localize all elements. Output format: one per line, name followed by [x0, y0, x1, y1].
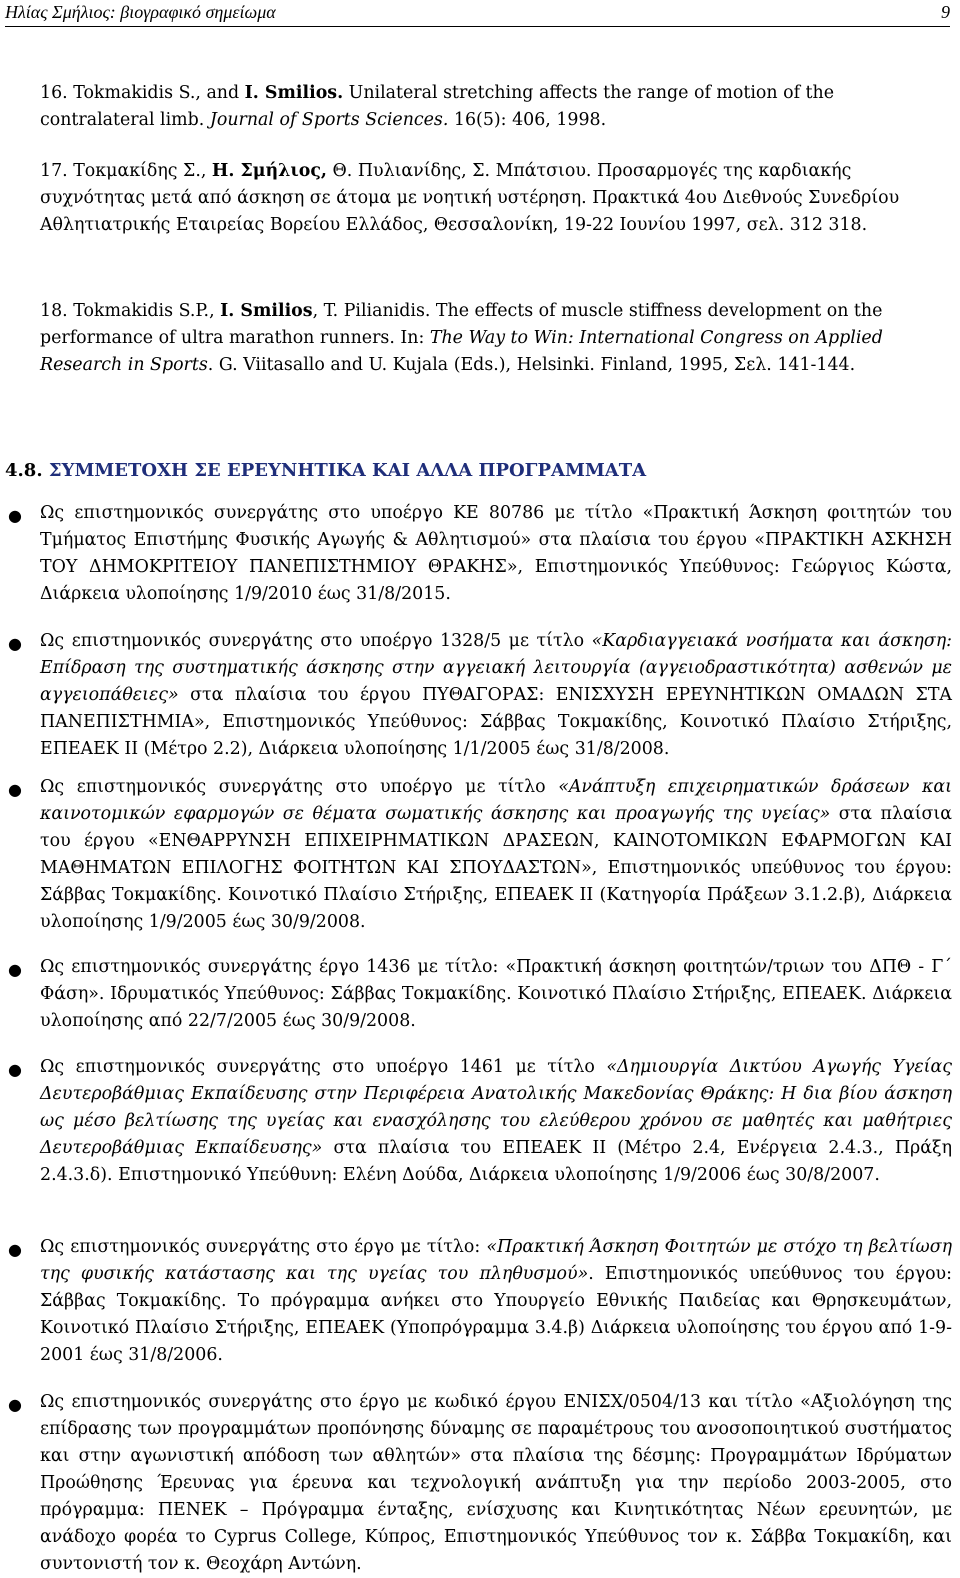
project-item: [40, 628, 952, 763]
project-text: Ως επιστημονικός συνεργάτης στο υποέργο 1328/5 με τίτλο: [40, 631, 592, 651]
ref-number: 16.: [40, 83, 68, 103]
ref-bold-author: I. Smilios.: [244, 83, 344, 103]
ref-bold-author: Η. Σμήλιος,: [211, 161, 327, 181]
project-item: [40, 500, 952, 608]
ref-authors: Tokmakidis S., and: [73, 83, 245, 103]
bullet-icon: ●: [8, 960, 22, 979]
page-number: 9: [941, 2, 950, 22]
section-title: ΣΥΜΜΕΤΟΧΗ ΣΕ ΕΡΕΥΝΗΤΙΚΑ ΚΑΙ ΑΛΛΑ ΠΡΟΓΡΑΜΜΑΤΑ: [48, 460, 647, 481]
ref-journal: Journal of Sports Sciences.: [209, 110, 449, 130]
ref-number: 17.: [40, 161, 68, 181]
project-item: [40, 774, 952, 936]
section-heading: [5, 460, 646, 481]
ref-authors: Tokmakidis S.P.,: [73, 301, 221, 321]
ref-text: , T. Pilianidis. The effects of muscle stiffness development on the performance of ultra marathon runners. In:: [40, 301, 883, 348]
project-title: «Ανάπτυξη επιχειρηματικών δράσεων και καινοτομικών εφαρμογών σε θέματα σωματικής άσκησης και προαγωγής της υγείας»: [40, 777, 952, 824]
ref-tail: 16(5): 406, 1998.: [448, 110, 607, 130]
page-header: [5, 2, 950, 27]
project-text: Ως επιστημονικός συνεργάτης στο υποέργο με τίτλο: [40, 777, 559, 797]
project-item: [40, 1234, 952, 1369]
project-title: «Δημιουργία Δικτύου Αγωγής Υγείας Δευτεροβάθμιας Εκπαίδευσης στην Περιφέρεια Ανατολικής Μακεδονίας Θράκης: Η δια βίου άσκηση ως μέσο βελτίωσης της υγείας και ενασχόλησης του ελεύθερου χρόνου σε μαθητές και μαθήτριες Δευτεροβάθμιας Εκπαίδευσης»: [40, 1057, 952, 1158]
project-title: «Καρδιαγγειακά νοσήματα και άσκηση: Επίδραση της συστηματικής άσκησης στην αγγειακή λειτουργία (αγγειοδραστικότητα) ασθενών με αγγειοπάθειες»: [40, 631, 952, 705]
project-text: Ως επιστημονικός συνεργάτης στο υποέργο ΚΕ 80786 με τίτλο «Πρακτική Άσκηση φοιτητών του Τμήματος Επιστήμης Φυσικής Αγωγής & Αθλητισμού» στα πλαίσια του έργου «ΠΡΑΚΤΙΚΗ ΑΣΚΗΣΗ ΤΟΥ ΔΗΜΟΚΡΙΤΕΙΟΥ ΠΑΝΕΠΙΣΤΗΜΙΟΥ ΘΡΑΚΗΣ», Επιστημονικός Υπεύθυνος: Γεώργιος Κώστα, Διάρκεια υλοποίησης 1/9/2010 έως 31/8/2015.: [40, 503, 952, 604]
bullet-icon: ●: [8, 1240, 22, 1259]
bullet-icon: ●: [8, 780, 22, 799]
project-details: στα πλαίσια του έργου ΠΥΘΑΓΟΡΑΣ: ΕΝΙΣΧΥΣΗ ΕΡΕΥΝΗΤΙΚΩΝ ΟΜΑΔΩΝ ΣΤΑ ΠΑΝΕΠΙΣΤΗΜΙΑ», Επιστημονικός Υπεύθυνος: Σάββας Τοκμακίδης, Κοινοτικό Πλαίσιο Στήριξης, ΕΠΕΑΕΚ ΙΙ (Μέτρο 2.2), Διάρκεια υλοποίησης 1/1/2005 έως 31/8/2008.: [40, 685, 952, 759]
bullet-icon: ●: [8, 506, 22, 525]
project-text: Ως επιστημονικός συνεργάτης στο έργο με τίτλο:: [40, 1237, 487, 1257]
project-details: . Επιστημονικός υπεύθυνος του έργου: Σάββας Τοκμακίδης. Το πρόγραμμα ανήκει στο Υπουργείο Εθνικής Παιδείας και Θρησκευμάτων, Κοινοτικό Πλαίσιο Στήριξης, ΕΠΕΑΕΚ (Υποπρόγραμμα 3.4.β) Διάρκεια υλοποίησης του έργου από 1-9-2001 έως 31/8/2006.: [40, 1264, 952, 1365]
project-item: [40, 1054, 952, 1189]
project-item: [40, 954, 952, 1035]
ref-text: Θ. Πυλιανίδης, Σ. Μπάτσιου. Προσαρμογές της καρδιακής συχνότητας μετά από άσκηση σε άτομα με νοητική υστέρηση. Πρακτικά 4ου Διεθνούς Συνεδρίου Αθλητιατρικής Εταιρείας Βορείου Ελλάδος, Θεσσαλονίκη, 19-22 Ιουνίου 1997, σελ. 312 318.: [40, 161, 900, 235]
ref-bold-author: I. Smilios: [220, 301, 313, 321]
ref-authors: Τοκμακίδης Σ.,: [73, 161, 212, 181]
ref-journal: The Way to Win: International Congress on Applied Research in Sports: [40, 328, 883, 375]
bullet-icon: ●: [8, 1060, 22, 1079]
project-title: «Πρακτική Άσκηση Φοιτητών με στόχο τη βελτίωση της φυσικής κατάστασης και της υγείας του πληθυσμού»: [40, 1237, 953, 1284]
reference-17: [40, 158, 952, 239]
project-details: στα πλαίσια του έργου «ΕΝΘΑΡΡΥΝΣΗ ΕΠΙΧΕΙΡΗΜΑΤΙΚΩΝ ΔΡΑΣΕΩΝ, ΚΑΙΝΟΤΟΜΙΚΩΝ ΕΦΑΡΜΟΓΩΝ ΚΑΙ ΜΑΘΗΜΑΤΩΝ ΕΠΙΛΟΓΗΣ ΦΟΙΤΗΤΩΝ ΚΑΙ ΣΠΟΥΔΑΣΤΩΝ», Επιστημονικός υπεύθυνος του έργου: Σάββας Τοκμακίδης. Κοινοτικό Πλαίσιο Στήριξης, ΕΠΕΑΕΚ ΙΙ (Κατηγορία Πράξεων 3.1.2.β), Διάρκεια υλοποίησης 1/9/2005 έως 30/9/2008.: [40, 804, 952, 932]
project-text: Ως επιστημονικός συνεργάτης έργο 1436 με τίτλο: «Πρακτική άσκηση φοιτητών/τριων του ΔΠΘ - Γ΄ Φάση». Ιδρυματικός Υπεύθυνος: Σάββας Τοκμακίδης. Κοινοτικό Πλαίσιο Στήριξης, ΕΠΕΑΕΚ. Διάρκεια υλοποίησης από 22/7/2005 έως 30/9/2008.: [40, 957, 952, 1031]
ref-number: 18.: [40, 301, 68, 321]
reference-18: [40, 298, 952, 379]
project-text: Ως επιστημονικός συνεργάτης στο έργο με κωδικό έργου ΕΝΙΣΧ/0504/13 και τίτλο «Αξιολόγηση της επίδρασης των προγραμμάτων προπόνησης δύναμης σε παραμέτρους του ανοσοποιητικού συστήματος και στην αγωνιστική απόδοση των αθλητών» στα πλαίσια της δέσμης: Προγραμμάτων Ιδρύματων Προώθησης Έρευνας για έρευνα και τεχνολογική ανάπτυξη για την περίοδο 2003-2005, στο πρόγραμμα: ΠΕΝΕΚ – Πρόγραμμα ένταξης, ενίσχυσης και Κινητικότητας Νέων ερευνητών, με ανάδοχο φορέα το Cyprus College, Κύπρος, Επιστημονικός Υπεύθυνος τον κ. Σάββα Τοκμακίδη, και συντονιστή τον κ. Θεοχάρη Αντώνη.: [40, 1392, 952, 1574]
project-text: Ως επιστημονικός συνεργάτης στο υποέργο 1461 με τίτλο: [40, 1057, 607, 1077]
section-number: 4.8.: [5, 460, 43, 481]
ref-tail: . G. Viitasallo and U. Kujala (Eds.), Helsinki. Finland, 1995, Σελ. 141-144.: [207, 355, 856, 375]
ref-text: Unilateral stretching affects the range of motion of the contralateral limb.: [40, 83, 835, 130]
reference-16: [40, 80, 952, 134]
running-title: Ηλίας Σμήλιος: βιογραφικό σημείωμα: [5, 2, 276, 22]
project-details: στα πλαίσια του ΕΠΕΑΕΚ ΙΙ (Μέτρο 2.4, Ενέργεια 2.4.3., Πράξη 2.4.3.δ). Επιστημονικό Υπεύθυνη: Ελένη Δούδα, Διάρκεια υλοποίησης 1/9/2006 έως 30/8/2007.: [40, 1138, 953, 1185]
project-item: [40, 1389, 952, 1578]
bullet-icon: ●: [8, 634, 22, 653]
bullet-icon: ●: [8, 1395, 22, 1414]
